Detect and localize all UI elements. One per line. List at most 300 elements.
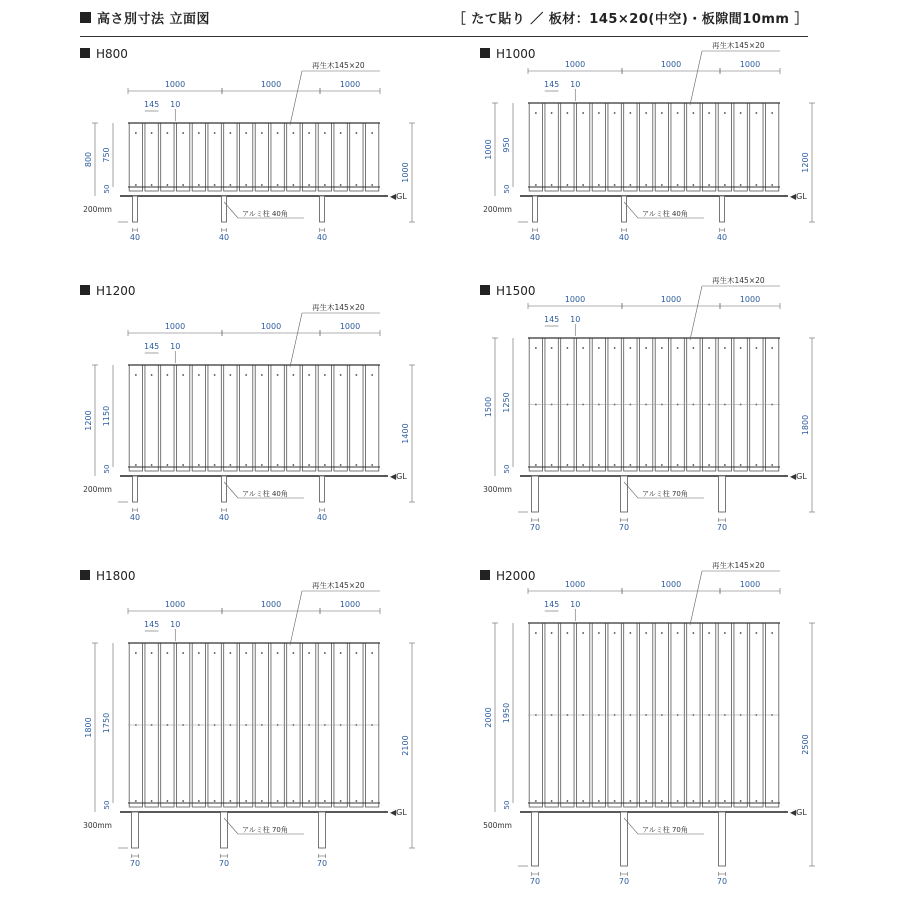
screw-dot: [151, 184, 153, 186]
span-label: 1000: [660, 60, 682, 69]
aluminum-post: [532, 812, 539, 866]
screw-dot: [566, 800, 568, 802]
gl-marker: ◀GL: [790, 808, 807, 817]
screw-dot: [277, 800, 279, 802]
screw-dot: [566, 347, 568, 349]
screw-dot: [566, 184, 568, 186]
fence-board: [255, 365, 268, 471]
embed-depth-label: 200mm: [483, 205, 512, 214]
screw-dot: [245, 184, 247, 186]
board-height-label: 1750: [102, 712, 111, 734]
screw-dot: [551, 112, 553, 114]
screw-dot: [277, 464, 279, 466]
span-label: 1000: [660, 580, 682, 589]
screw-dot: [614, 112, 616, 114]
fence-board: [671, 103, 684, 191]
screw-dot: [166, 652, 168, 654]
screw-dot: [535, 464, 537, 466]
screw-dot: [598, 347, 600, 349]
fence-board: [318, 365, 331, 471]
panel-title: H2000: [496, 569, 536, 583]
gl-marker: ◀GL: [390, 808, 407, 817]
post-size-label: 70: [618, 877, 630, 886]
post-label: アルミ柱 70角: [642, 826, 688, 834]
span-label: 1000: [260, 322, 282, 331]
screw-dot: [740, 632, 742, 634]
screw-dot: [724, 347, 726, 349]
screw-dot: [371, 374, 373, 376]
panel-title-square-icon: [80, 285, 90, 295]
fence-board: [271, 365, 284, 471]
screw-dot: [708, 184, 710, 186]
span-label: 1000: [164, 80, 186, 89]
fence-board: [576, 103, 589, 191]
screw-dot: [677, 632, 679, 634]
screw-dot: [229, 800, 231, 802]
height-label: 1800: [84, 717, 93, 738]
screw-dot: [629, 464, 631, 466]
screw-dot: [245, 652, 247, 654]
aluminum-post: [132, 812, 139, 848]
span-label: 1000: [260, 80, 282, 89]
screw-dot: [292, 132, 294, 134]
post-size-label: 70: [218, 859, 230, 868]
screw-dot: [629, 347, 631, 349]
fence-board: [561, 103, 574, 191]
screw-dot: [292, 800, 294, 802]
screw-dot: [582, 184, 584, 186]
screw-dot: [182, 652, 184, 654]
fence-board: [718, 103, 731, 191]
board-callout-leader: [690, 51, 702, 105]
panel-title-square-icon: [480, 285, 490, 295]
gl-marker: ◀GL: [390, 472, 407, 481]
screw-dot: [551, 184, 553, 186]
screw-dot: [324, 184, 326, 186]
post-label: アルミ柱 40角: [642, 210, 688, 218]
screw-dot: [598, 112, 600, 114]
board-height-label: 1150: [102, 405, 111, 427]
screw-dot: [771, 184, 773, 186]
panel-title: H1000: [496, 47, 536, 61]
screw-dot: [261, 132, 263, 134]
screw-dot: [755, 464, 757, 466]
panel-title-square-icon: [80, 48, 90, 58]
screw-dot: [245, 132, 247, 134]
screw-dot: [229, 184, 231, 186]
gap-label: 10: [570, 600, 581, 609]
post-size-label: 40: [316, 233, 328, 242]
board-width-label: 145: [543, 600, 560, 609]
screw-dot: [551, 347, 553, 349]
post-label: アルミ柱 40角: [242, 210, 288, 218]
panel-title-square-icon: [480, 570, 490, 580]
aluminum-post: [319, 812, 326, 848]
fence-board: [702, 103, 715, 191]
total-height-label: 1000: [401, 162, 410, 183]
screw-dot: [151, 374, 153, 376]
screw-dot: [308, 184, 310, 186]
screw-dot: [355, 652, 357, 654]
screw-dot: [755, 632, 757, 634]
fence-board: [208, 365, 221, 471]
screw-dot: [708, 464, 710, 466]
screw-dot: [771, 464, 773, 466]
board-callout-leader: [290, 71, 302, 125]
post-size-label: 70: [316, 859, 328, 868]
screw-dot: [292, 464, 294, 466]
span-label: 1000: [564, 60, 586, 69]
screw-dot: [677, 464, 679, 466]
screw-dot: [292, 652, 294, 654]
fence-board: [365, 365, 378, 471]
aluminum-post: [621, 812, 628, 866]
fence-board: [176, 365, 189, 471]
fence-board: [687, 103, 700, 191]
board-height-label: 750: [102, 147, 111, 163]
screw-dot: [135, 800, 137, 802]
screw-dot: [355, 374, 357, 376]
screw-dot: [355, 184, 357, 186]
screw-dot: [308, 652, 310, 654]
height-label: 2000: [484, 707, 493, 728]
screw-dot: [566, 112, 568, 114]
screw-dot: [324, 374, 326, 376]
screw-dot: [692, 184, 694, 186]
screw-dot: [371, 464, 373, 466]
total-height-label: 1200: [801, 152, 810, 173]
gl-marker: ◀GL: [390, 192, 407, 201]
screw-dot: [182, 800, 184, 802]
board-height-label: 1950: [502, 702, 511, 724]
screw-dot: [661, 800, 663, 802]
screw-dot: [661, 184, 663, 186]
screw-dot: [292, 374, 294, 376]
screw-dot: [708, 632, 710, 634]
fence-panel-h1500: [480, 275, 815, 532]
screw-dot: [551, 632, 553, 634]
screw-dot: [198, 184, 200, 186]
panel-title-square-icon: [80, 570, 90, 580]
fence-board: [145, 365, 158, 471]
span-label: 1000: [164, 322, 186, 331]
screw-dot: [371, 652, 373, 654]
post-size-label: 40: [218, 233, 230, 242]
screw-dot: [229, 464, 231, 466]
screw-dot: [198, 652, 200, 654]
screw-dot: [724, 112, 726, 114]
base-height-label: 50: [103, 464, 111, 474]
gap-label: 10: [170, 100, 181, 109]
screw-dot: [135, 132, 137, 134]
screw-dot: [614, 347, 616, 349]
screw-dot: [166, 132, 168, 134]
screw-dot: [355, 464, 357, 466]
panel-title-square-icon: [480, 48, 490, 58]
screw-dot: [355, 800, 357, 802]
screw-dot: [277, 132, 279, 134]
gap-label: 10: [570, 80, 581, 89]
screw-dot: [198, 800, 200, 802]
screw-dot: [151, 800, 153, 802]
screw-dot: [692, 112, 694, 114]
aluminum-post: [719, 812, 726, 866]
screw-dot: [692, 464, 694, 466]
screw-dot: [214, 652, 216, 654]
screw-dot: [677, 347, 679, 349]
screw-dot: [740, 184, 742, 186]
screw-dot: [661, 464, 663, 466]
screw-dot: [535, 632, 537, 634]
screw-dot: [740, 347, 742, 349]
screw-dot: [771, 800, 773, 802]
screw-dot: [261, 800, 263, 802]
fence-board: [224, 365, 237, 471]
screw-dot: [355, 132, 357, 134]
screw-dot: [371, 132, 373, 134]
span-label: 1000: [260, 600, 282, 609]
screw-dot: [692, 800, 694, 802]
post-size-label: 70: [716, 523, 728, 532]
board-width-label: 145: [143, 342, 160, 351]
screw-dot: [755, 184, 757, 186]
total-height-label: 1800: [801, 414, 810, 436]
fence-panel-h2000: [480, 560, 815, 886]
screw-dot: [214, 374, 216, 376]
span-label: 1000: [339, 80, 361, 89]
screw-dot: [340, 132, 342, 134]
aluminum-post: [719, 476, 726, 512]
screw-dot: [629, 184, 631, 186]
screw-dot: [551, 800, 553, 802]
base-height-label: 50: [103, 800, 111, 810]
fence-board: [529, 103, 542, 191]
screw-dot: [535, 112, 537, 114]
screw-dot: [214, 132, 216, 134]
post-size-label: 40: [618, 233, 630, 242]
screw-dot: [182, 184, 184, 186]
height-label: 1500: [484, 396, 493, 418]
screw-dot: [755, 347, 757, 349]
board-callout-label: 再生木145×20: [312, 303, 365, 312]
screw-dot: [740, 464, 742, 466]
screw-dot: [324, 464, 326, 466]
screw-dot: [535, 800, 537, 802]
fence-board: [334, 365, 347, 471]
screw-dot: [324, 132, 326, 134]
fence-board: [192, 365, 205, 471]
board-height-label: 950: [502, 137, 511, 153]
embed-depth-label: 500mm: [483, 821, 512, 830]
post-size-label: 40: [129, 233, 141, 242]
span-label: 1000: [564, 580, 586, 589]
screw-dot: [771, 632, 773, 634]
screw-dot: [182, 132, 184, 134]
fence-panel-h1800: [80, 569, 415, 868]
screw-dot: [708, 800, 710, 802]
screw-dot: [292, 184, 294, 186]
screw-dot: [629, 112, 631, 114]
height-label: 1200: [84, 410, 93, 431]
panel-title: H1500: [496, 284, 536, 298]
screw-dot: [692, 632, 694, 634]
embed-depth-label: 200mm: [83, 205, 112, 214]
screw-dot: [214, 464, 216, 466]
post-size-label: 40: [316, 513, 328, 522]
post-size-label: 70: [129, 859, 141, 868]
screw-dot: [740, 112, 742, 114]
height-label: 800: [84, 151, 93, 168]
total-height-label: 2100: [401, 735, 410, 756]
screw-dot: [566, 464, 568, 466]
screw-dot: [661, 347, 663, 349]
screw-dot: [645, 632, 647, 634]
screw-dot: [229, 374, 231, 376]
panel-title: H1800: [96, 569, 136, 583]
post-size-label: 40: [716, 233, 728, 242]
screw-dot: [308, 374, 310, 376]
screw-dot: [677, 112, 679, 114]
aluminum-post: [221, 812, 228, 848]
aluminum-post: [532, 476, 539, 512]
post-size-label: 70: [529, 877, 541, 886]
screw-dot: [582, 464, 584, 466]
screw-dot: [340, 184, 342, 186]
fence-board: [639, 103, 652, 191]
screw-dot: [151, 652, 153, 654]
board-width-label: 145: [143, 100, 160, 109]
embed-depth-label: 200mm: [83, 485, 112, 494]
screw-dot: [371, 184, 373, 186]
panel-title: H800: [96, 47, 128, 61]
screw-dot: [582, 347, 584, 349]
screw-dot: [771, 112, 773, 114]
fence-panel-h1000: [480, 40, 815, 242]
span-label: 1000: [739, 60, 761, 69]
fence-board: [608, 103, 621, 191]
screw-dot: [308, 800, 310, 802]
screw-dot: [598, 464, 600, 466]
screw-dot: [245, 374, 247, 376]
screw-dot: [645, 464, 647, 466]
aluminum-post: [533, 196, 538, 222]
fence-board: [592, 103, 605, 191]
post-label: アルミ柱 70角: [242, 826, 288, 834]
height-label: 1000: [484, 139, 493, 160]
screw-dot: [135, 652, 137, 654]
post-size-label: 40: [129, 513, 141, 522]
screw-dot: [340, 652, 342, 654]
fence-board: [287, 365, 300, 471]
board-callout-leader: [690, 286, 702, 340]
screw-dot: [614, 464, 616, 466]
screw-dot: [535, 347, 537, 349]
screw-dot: [598, 800, 600, 802]
panel-title: H1200: [96, 284, 136, 298]
fence-board: [734, 103, 747, 191]
gl-marker: ◀GL: [790, 472, 807, 481]
screw-dot: [598, 184, 600, 186]
post-size-label: 70: [618, 523, 630, 532]
screw-dot: [645, 347, 647, 349]
fence-board: [655, 103, 668, 191]
post-size-label: 40: [529, 233, 541, 242]
spec-note: ［ たて貼り ／ 板材：145×20(中空)・板隙間10mm ］: [452, 12, 808, 27]
screw-dot: [277, 184, 279, 186]
aluminum-post: [133, 196, 138, 222]
screw-dot: [324, 800, 326, 802]
screw-dot: [261, 652, 263, 654]
screw-dot: [135, 374, 137, 376]
base-height-label: 50: [503, 800, 511, 810]
screw-dot: [277, 652, 279, 654]
board-width-label: 145: [543, 315, 560, 324]
screw-dot: [166, 800, 168, 802]
screw-dot: [340, 800, 342, 802]
span-label: 1000: [339, 600, 361, 609]
screw-dot: [755, 112, 757, 114]
gl-marker: ◀GL: [790, 192, 807, 201]
screw-dot: [629, 800, 631, 802]
screw-dot: [645, 112, 647, 114]
span-label: 1000: [739, 580, 761, 589]
span-label: 1000: [339, 322, 361, 331]
aluminum-post: [621, 476, 628, 512]
screw-dot: [692, 347, 694, 349]
screw-dot: [724, 464, 726, 466]
post-label: アルミ柱 70角: [642, 490, 688, 498]
board-callout-label: 再生木145×20: [312, 581, 365, 590]
screw-dot: [661, 112, 663, 114]
screw-dot: [708, 347, 710, 349]
screw-dot: [135, 464, 137, 466]
screw-dot: [261, 374, 263, 376]
post-size-label: 40: [218, 513, 230, 522]
screw-dot: [261, 464, 263, 466]
page-title: 高さ別寸法 立面図: [97, 12, 211, 27]
screw-dot: [740, 800, 742, 802]
aluminum-post: [320, 476, 325, 502]
screw-dot: [135, 184, 137, 186]
board-width-label: 145: [143, 620, 160, 629]
base-height-label: 50: [503, 464, 511, 474]
screw-dot: [324, 652, 326, 654]
screw-dot: [214, 184, 216, 186]
fence-board: [302, 365, 315, 471]
post-size-label: 70: [716, 877, 728, 886]
fence-panel-h1200: [80, 284, 415, 522]
fence-panel-h800: [80, 47, 415, 242]
screw-dot: [308, 464, 310, 466]
board-callout-label: 再生木145×20: [712, 41, 765, 50]
fence-board: [239, 365, 252, 471]
screw-dot: [151, 132, 153, 134]
total-height-label: 2500: [801, 734, 810, 755]
aluminum-post: [222, 196, 227, 222]
board-callout-label: 再生木145×20: [712, 561, 765, 570]
board-callout-leader: [290, 313, 302, 367]
screw-dot: [182, 374, 184, 376]
screw-dot: [245, 800, 247, 802]
embed-depth-label: 300mm: [483, 485, 512, 494]
board-callout-leader: [290, 591, 302, 645]
board-height-label: 1250: [502, 392, 511, 413]
screw-dot: [582, 112, 584, 114]
span-label: 1000: [564, 295, 586, 304]
screw-dot: [371, 800, 373, 802]
base-height-label: 50: [103, 184, 111, 194]
post-label: アルミ柱 40角: [242, 490, 288, 498]
